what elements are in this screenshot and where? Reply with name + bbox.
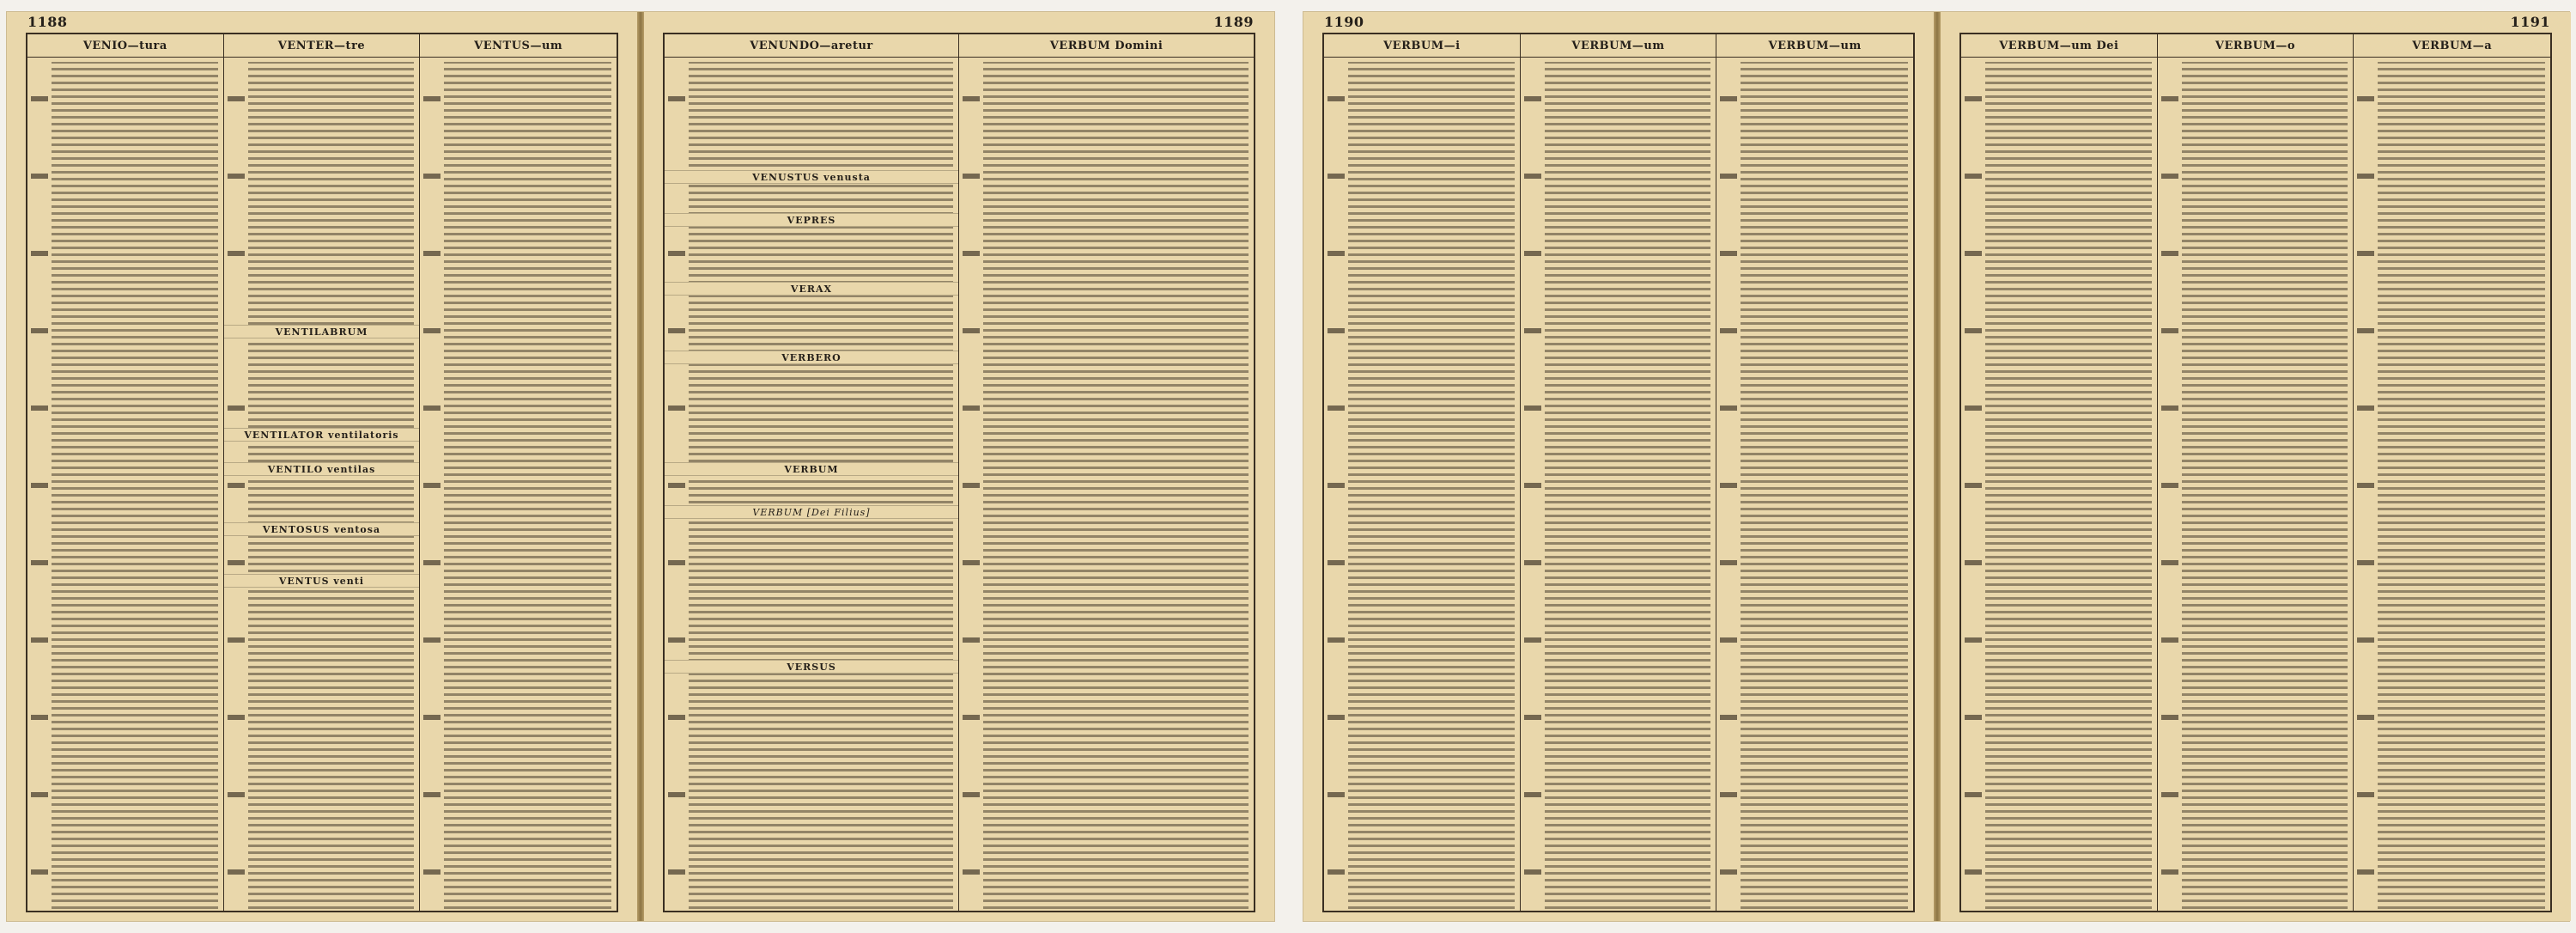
entry-heading: VEPRES — [665, 213, 958, 227]
left-spread — [7, 12, 1274, 921]
column-header: VENUNDO—aretur — [665, 34, 958, 58]
page-1191 — [1941, 12, 2571, 921]
column-frame — [663, 33, 1255, 912]
column-header: VERBUM—um Dei — [1961, 34, 2157, 58]
entry-heading: VENTILATOR ventilatoris — [224, 428, 420, 442]
column-text — [665, 58, 958, 911]
column-header: VENIO—tura — [27, 34, 223, 58]
page-1188 — [7, 12, 637, 921]
column — [2354, 34, 2550, 911]
column-frame — [1322, 33, 1915, 912]
column — [1716, 34, 1913, 911]
column-header: VERBUM—o — [2158, 34, 2354, 58]
entry-heading: VERBUM — [665, 462, 958, 476]
entry-heading: VENTOSUS ventosa — [224, 522, 420, 536]
column-frame — [26, 33, 618, 912]
column-text — [1324, 58, 1520, 911]
entry-heading: VENTILO ventilas — [224, 462, 420, 476]
entry-heading: VENTUS venti — [224, 574, 420, 588]
column — [420, 34, 617, 911]
column-text — [1716, 58, 1913, 911]
page-number: 1189 — [1213, 14, 1254, 30]
column-text — [2354, 58, 2550, 911]
page-number: 1190 — [1324, 14, 1364, 30]
column-header: VERBUM—i — [1324, 34, 1520, 58]
column-text — [1521, 58, 1716, 911]
column — [665, 34, 959, 911]
binding-gutter — [637, 12, 644, 921]
column — [959, 34, 1254, 911]
column-text — [959, 58, 1254, 911]
column-header: VENTUS—um — [420, 34, 617, 58]
entry-heading: VERBUM [Dei Filius] — [665, 505, 958, 519]
column-text — [420, 58, 617, 911]
page-1190 — [1303, 12, 1934, 921]
column — [224, 34, 421, 911]
binding-gutter — [1934, 12, 1941, 921]
column — [1324, 34, 1521, 911]
column-header: VERBUM—um — [1716, 34, 1913, 58]
entry-heading: VENTILABRUM — [224, 325, 420, 338]
column-header: VERBUM Domini — [959, 34, 1254, 58]
page-number: 1191 — [2510, 14, 2550, 30]
column-frame — [1959, 33, 2552, 912]
column — [1961, 34, 2158, 911]
entry-heading: VERBERO — [665, 351, 958, 364]
page-number: 1188 — [27, 14, 68, 30]
right-spread — [1303, 12, 2569, 921]
column-text — [27, 58, 223, 911]
entry-heading: VENUSTUS venusta — [665, 170, 958, 184]
column-header: VENTER—tre — [224, 34, 420, 58]
column — [2158, 34, 2354, 911]
column-header: VERBUM—a — [2354, 34, 2550, 58]
entry-heading: VERAX — [665, 282, 958, 296]
column-header: VERBUM—um — [1521, 34, 1716, 58]
column — [1521, 34, 1717, 911]
column-text — [2158, 58, 2354, 911]
entry-heading: VERSUS — [665, 660, 958, 674]
column-text — [224, 58, 420, 911]
page-1189 — [644, 12, 1274, 921]
column — [27, 34, 224, 911]
column-text — [1961, 58, 2157, 911]
